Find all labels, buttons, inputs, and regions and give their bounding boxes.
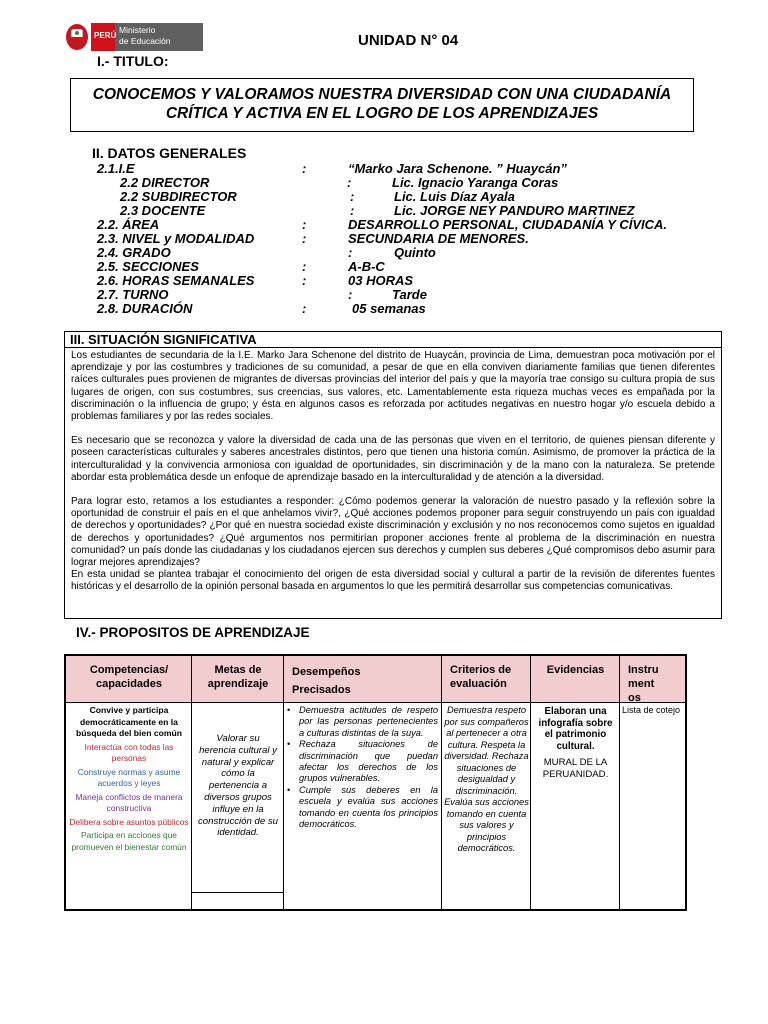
- dg-colon: :: [348, 245, 353, 260]
- situacion-body: [71, 350, 715, 606]
- instrumento: Lista de cotejo: [622, 705, 681, 715]
- desempeno-item: • Rechaza situaciones de discriminación que puedan afectar los derechos de los grupos vulnerables.: [287, 739, 438, 785]
- header-competencias: Competencias/ capacidades: [89, 664, 169, 690]
- dg-colon: :: [348, 287, 353, 302]
- capacidades-list: [68, 742, 190, 854]
- dg-value: SECUNDARIA DE MENORES.: [348, 231, 529, 246]
- dg-label: 2.4. GRADO: [97, 245, 171, 260]
- capacidad-item: Delibera sobre asuntos públicos: [69, 816, 189, 827]
- unidad-number: UNIDAD N° 04: [358, 32, 459, 49]
- dg-colon: :: [347, 175, 352, 190]
- capacidad-item: Interactúa con todas las personas: [84, 741, 174, 763]
- desempeno-item: • Cumple sus deberes en la escuela y evalúa sus acciones tomando en cuenta los principios democráticos.: [287, 785, 438, 831]
- situacion-paragraph: Para lograr esto, retamos a los estudiantes a responder: ¿Cómo podemos generar la valoración de nuestro pasado y la reflexión sobre la oportunidad de construir el país en el que anhelamos vivir?, ¿Qué acciones podemos proponer para seguir construyendo un país con igualdad de derechos y oportunidades? ¿Por qué en nuestra sociedad existe discriminación y exclusión y no nos reconocemos como sujetos en igualdad de derechos y oportunidades? ¿Qué argumentos nos permitirían proponer acciones frente al problema de la discriminación en nuestra comunidad? un país donde las ciudadanas y los ciudadanos ejercen sus derechos y cumplen sus deberes ¿Qué compromisos debo asumir para lograr mejores aprendizajes?: [71, 496, 715, 569]
- dg-label: 2.6. HORAS SEMANALES: [97, 273, 255, 288]
- header-metas: Metas de aprendizaje: [207, 664, 269, 690]
- dg-colon: :: [302, 273, 307, 288]
- evidencia-title: Elaboran una infografía sobre el patrimonio cultural.: [538, 706, 613, 752]
- dg-value: DESARROLLO PERSONAL, CIUDADANÍA Y CÍVICA.: [348, 217, 668, 232]
- dg-label: 2.2 DIRECTOR: [120, 175, 210, 190]
- competencia-title: Convive y participa democráticamente en la búsqueda del bien común: [76, 705, 182, 738]
- dg-label: 2.3 DOCENTE: [120, 203, 206, 218]
- dg-value: Tarde: [392, 287, 427, 302]
- logo-ministry-line1: Ministerio: [119, 25, 156, 35]
- dg-value: 03 HORAS: [348, 273, 414, 288]
- situacion-significativa-box: [64, 331, 722, 619]
- dg-value: “Marko Jara Schenone. ” Huaycán”: [348, 161, 567, 176]
- capacidad-item: Maneja conflictos de manera constructiva: [75, 791, 183, 813]
- desempenos-list: [287, 705, 438, 830]
- header-criterios: Criterios de evaluación: [450, 664, 512, 690]
- dg-colon: :: [350, 189, 355, 204]
- header-evidencias: Evidencias: [546, 664, 605, 676]
- unit-title-line2: CRÍTICA Y ACTIVA EN EL LOGRO DE LOS APRENDIZAJES: [165, 105, 599, 122]
- dg-value: A-B-C: [348, 259, 385, 274]
- datos-generales-heading: II. DATOS GENERALES: [92, 145, 247, 161]
- dg-colon: :: [302, 301, 307, 316]
- dg-colon: :: [350, 203, 355, 218]
- header-desempenos: Desempeños Precisados: [292, 666, 361, 696]
- competencias-cell: [68, 705, 190, 853]
- dg-value: Quinto: [394, 245, 436, 260]
- dg-value: Lic. JORGE NEY PANDURO MARTINEZ: [394, 203, 635, 218]
- capacidad-item: Participa en acciones que promueven el bienestar común: [71, 830, 187, 852]
- propositos-table: [64, 654, 687, 911]
- ministry-logo: [63, 20, 205, 54]
- dg-label: 2.7. TURNO: [97, 287, 169, 302]
- evidencia-extra: MURAL DE LA PERUANIDAD.: [542, 757, 609, 780]
- dg-value: Lic. Luis Díaz Ayala: [394, 189, 515, 204]
- metas-divider: [192, 892, 284, 893]
- situacion-paragraph: Los estudiantes de secundaria de la I.E. Marko Jara Schenone del distrito de Huaycán, provincia de Lima, demuestran poca motivación por el aprendizaje y por las costumbres y tradiciones de su comunidad, a pesar de que en ella conviven diariamente familias que tienen diferentes raíces culturales pues provienen de migrantes de diversas provincias del interior del país y que la mayoría trae consigo su cultura propia de sus lugares de origen, con sus costumbres, sus creencias, sus valores, etc. Lamentablemente esta riqueza muchas veces es empañada por la discriminación o la influencia de grupo; y ésta en algunos casos es reforzada por actitudes negativas en nuestro hogar y/o escuela debido a problemas familiares y por las redes sociales.: [71, 350, 715, 423]
- dg-colon: :: [302, 161, 307, 176]
- dg-label: 2.2. ÁREA: [97, 217, 160, 232]
- unit-title-line1: CONOCEMOS Y VALORAMOS NUESTRA DIVERSIDAD CON UNA CIUDADANÍA: [92, 86, 672, 103]
- header-instrumentos: Instru ment os: [628, 664, 659, 704]
- criterios-evaluacion: Demuestra respeto por sus compañeros al pertenecer a otra cultura. Respeta la diversidad. Rechaza situaciones de desigualdad y discriminación. Evalúa sus acciones tomando en cuenta sus valores y principios democráticos.: [444, 705, 529, 853]
- capacidad-item: Construye normas y asume acuerdos y leyes: [77, 766, 181, 788]
- dg-label: 2.5. SECCIONES: [97, 259, 199, 274]
- unit-title-box: [70, 78, 694, 132]
- dg-label: 2.1.I.E: [97, 161, 135, 176]
- dg-value: 05 semanas: [352, 301, 426, 316]
- dg-colon: :: [302, 259, 307, 274]
- titulo-label: I.- TITULO:: [97, 53, 169, 69]
- dg-label: 2.2 SUBDIRECTOR: [120, 189, 237, 204]
- dg-label: 2.8. DURACIÓN: [97, 301, 193, 316]
- dg-label: 2.3. NIVEL y MODALIDAD: [97, 231, 255, 246]
- desempeno-item: • Demuestra actitudes de respeto por las personas pertenecientes a culturas distintas de la suya.: [287, 705, 438, 739]
- meta-aprendizaje: Valorar su herencia cultural y natural y explicar cómo la pertenencia a diversos grupos influye en la construcción de su identidad.: [198, 733, 278, 839]
- situacion-heading: III. SITUACIÓN SIGNIFICATIVA: [65, 332, 721, 348]
- dg-colon: :: [302, 217, 307, 232]
- situacion-paragraph: En esta unidad se plantea trabajar el conocimiento del origen de esta diversidad social y cultural a partir de la revisión de diferentes fuentes históricas y el desarrollo de la opinión personal basada en argumentos lo que les permitirá desarrollar sus competencias comunicativas.: [71, 569, 715, 593]
- propositos-heading: IV.- PROPOSITOS DE APRENDIZAJE: [76, 625, 310, 640]
- logo-ministry-line2: de Educación: [119, 36, 171, 46]
- dg-colon: :: [302, 231, 307, 246]
- logo-country: PERÚ: [94, 31, 117, 40]
- situacion-paragraph: Es necesario que se reconozca y valore la diversidad de cada una de las personas que viven en el territorio, de quienes piensan diferente y poseen características culturales y saberes ancestrales distintos, pero que tienen una historia común. Asimismo, de promover la práctica de la interculturalidad y la convivencia armoniosa con igualdad de oportunidades, sin discriminación y de la mano con la naturaleza. Se pretende abordar esta problemática desde un enfoque de aprendizaje basado en la interculturalidad y de atención a la diversidad.: [71, 435, 715, 483]
- dg-value: Lic. Ignacio Yaranga Coras: [392, 175, 559, 190]
